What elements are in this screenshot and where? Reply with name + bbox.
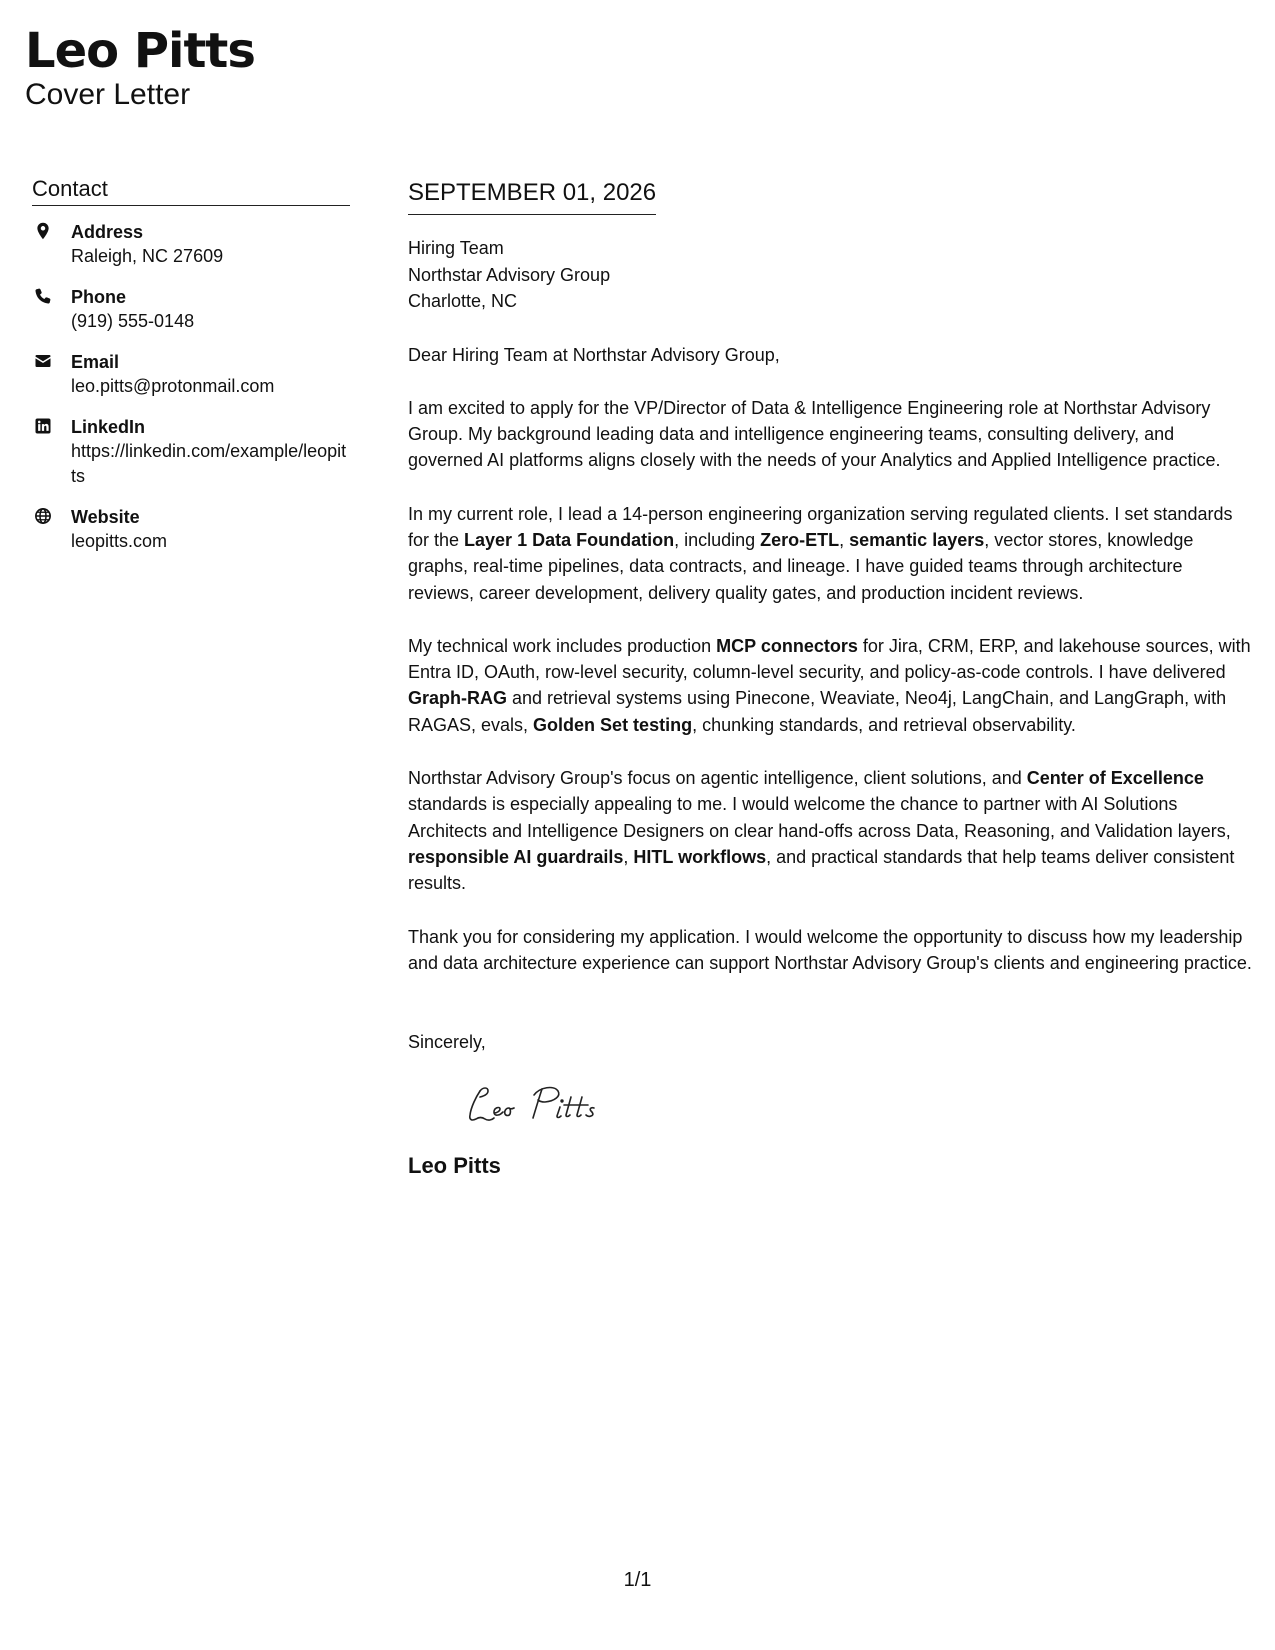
closing: Sincerely,	[408, 1032, 486, 1053]
address-value: Raleigh, NC 27609	[71, 246, 224, 266]
letter-body	[408, 178, 1253, 1180]
paragraph-company-focus	[408, 765, 1253, 896]
text-run: , chunking standards, and retrieval observability.	[692, 714, 1076, 735]
page-number: 1/1	[623, 1569, 652, 1591]
bold-run: Graph-RAG	[408, 688, 507, 709]
handwritten-signature	[458, 1077, 628, 1133]
text-run: and retrieval systems using Pinecone, Weaviate, Neo4j, LangChain, and LangGraph, with RAGAS, evals,	[408, 688, 1227, 735]
linkedin-label: LinkedIn	[71, 417, 146, 437]
recipient-line: Hiring Team	[408, 238, 504, 258]
website-label: Website	[71, 507, 140, 527]
text-run: ,	[839, 529, 850, 550]
recipient-line: Charlotte, NC	[408, 291, 518, 311]
bold-run: semantic layers	[849, 529, 985, 550]
email-label: Email	[71, 352, 120, 372]
globe-icon	[34, 507, 52, 525]
paragraph-thanks: Thank you for considering my application. I would welcome the opportunity to discuss how my leadership and data architecture experience can support Northstar Advisory Group's clients and engineering practice.	[408, 926, 1252, 973]
contact-item-address	[32, 220, 350, 269]
linkedin-icon	[34, 417, 52, 435]
greeting: Dear Hiring Team at Northstar Advisory Group,	[408, 344, 780, 365]
bold-run: Zero-ETL	[760, 529, 840, 550]
envelope-icon	[34, 352, 52, 370]
bold-run: Golden Set testing	[533, 714, 693, 735]
text-run: ,	[623, 846, 634, 867]
recipient-block	[408, 235, 1253, 315]
email-value[interactable]: leo.pitts@protonmail.com	[71, 376, 275, 396]
bold-run: Center of Excellence	[1026, 768, 1204, 789]
text-run: standards is especially appealing to me. I would welcome the chance to partner with AI Solutions Architects and Intelligence Designers on clear hand-offs across Data, Reasoning, and Validation layers,	[408, 794, 1231, 841]
text-run: for Jira, CRM, ERP, and lakehouse sources, with Entra ID, OAuth, row-level security, column-level security, and policy-as-code controls. I have delivered	[408, 635, 1251, 683]
document-subtitle: Cover Letter	[25, 78, 191, 111]
bold-run: MCP connectors	[716, 635, 858, 656]
address-label: Address	[71, 222, 144, 242]
recipient-line: Northstar Advisory Group	[408, 264, 611, 285]
text-run: , including	[674, 529, 761, 550]
paragraph-technical-work	[408, 633, 1253, 738]
text-run: Northstar Advisory Group's focus on agentic intelligence, client solutions, and	[408, 768, 1027, 789]
bold-run: HITL workflows	[633, 846, 767, 867]
paragraph-intro: I am excited to apply for the VP/Director of Data & Intelligence Engineering role at Northstar Advisory Group. My background leading data and intelligence engineering teams, consulting delivery, and governed AI platforms aligns closely with the needs of your Analytics and Applied Intelligence practice.	[408, 397, 1221, 471]
phone-label: Phone	[71, 287, 127, 307]
linkedin-value[interactable]: https://linkedin.com/example/leopitts	[71, 441, 347, 486]
contact-item-linkedin	[32, 415, 350, 489]
resume-header	[25, 22, 255, 112]
text-run: , vector stores, knowledge graphs, real-time pipelines, data contracts, and lineage. I have guided teams through architecture reviews, career development, delivery quality gates, and production incident reviews.	[408, 529, 1194, 603]
signed-name: Leo Pitts	[408, 1153, 501, 1179]
contact-item-email	[32, 350, 350, 399]
applicant-name: Leo Pitts	[25, 23, 255, 79]
contact-section-title: Contact	[32, 176, 350, 206]
map-pin-icon	[34, 222, 52, 240]
contact-item-website	[32, 505, 350, 554]
text-run: My technical work includes production	[408, 635, 717, 656]
phone-value: (919) 555-0148	[71, 311, 195, 331]
phone-icon	[34, 287, 52, 305]
text-run: In my current role, I lead a 14-person engineering organization serving regulated clients. I set standards for the	[408, 503, 1233, 550]
bold-run: Layer 1 Data Foundation	[464, 529, 675, 550]
bold-run: responsible AI guardrails	[408, 846, 624, 867]
contact-sidebar	[32, 176, 350, 570]
contact-item-phone	[32, 285, 350, 334]
paragraph-current-role	[408, 501, 1253, 606]
website-value[interactable]: leopitts.com	[71, 531, 168, 551]
letter-date: SEPTEMBER 01, 2026	[408, 178, 656, 215]
text-run: , and practical standards that help teams deliver consistent results.	[408, 846, 1235, 894]
